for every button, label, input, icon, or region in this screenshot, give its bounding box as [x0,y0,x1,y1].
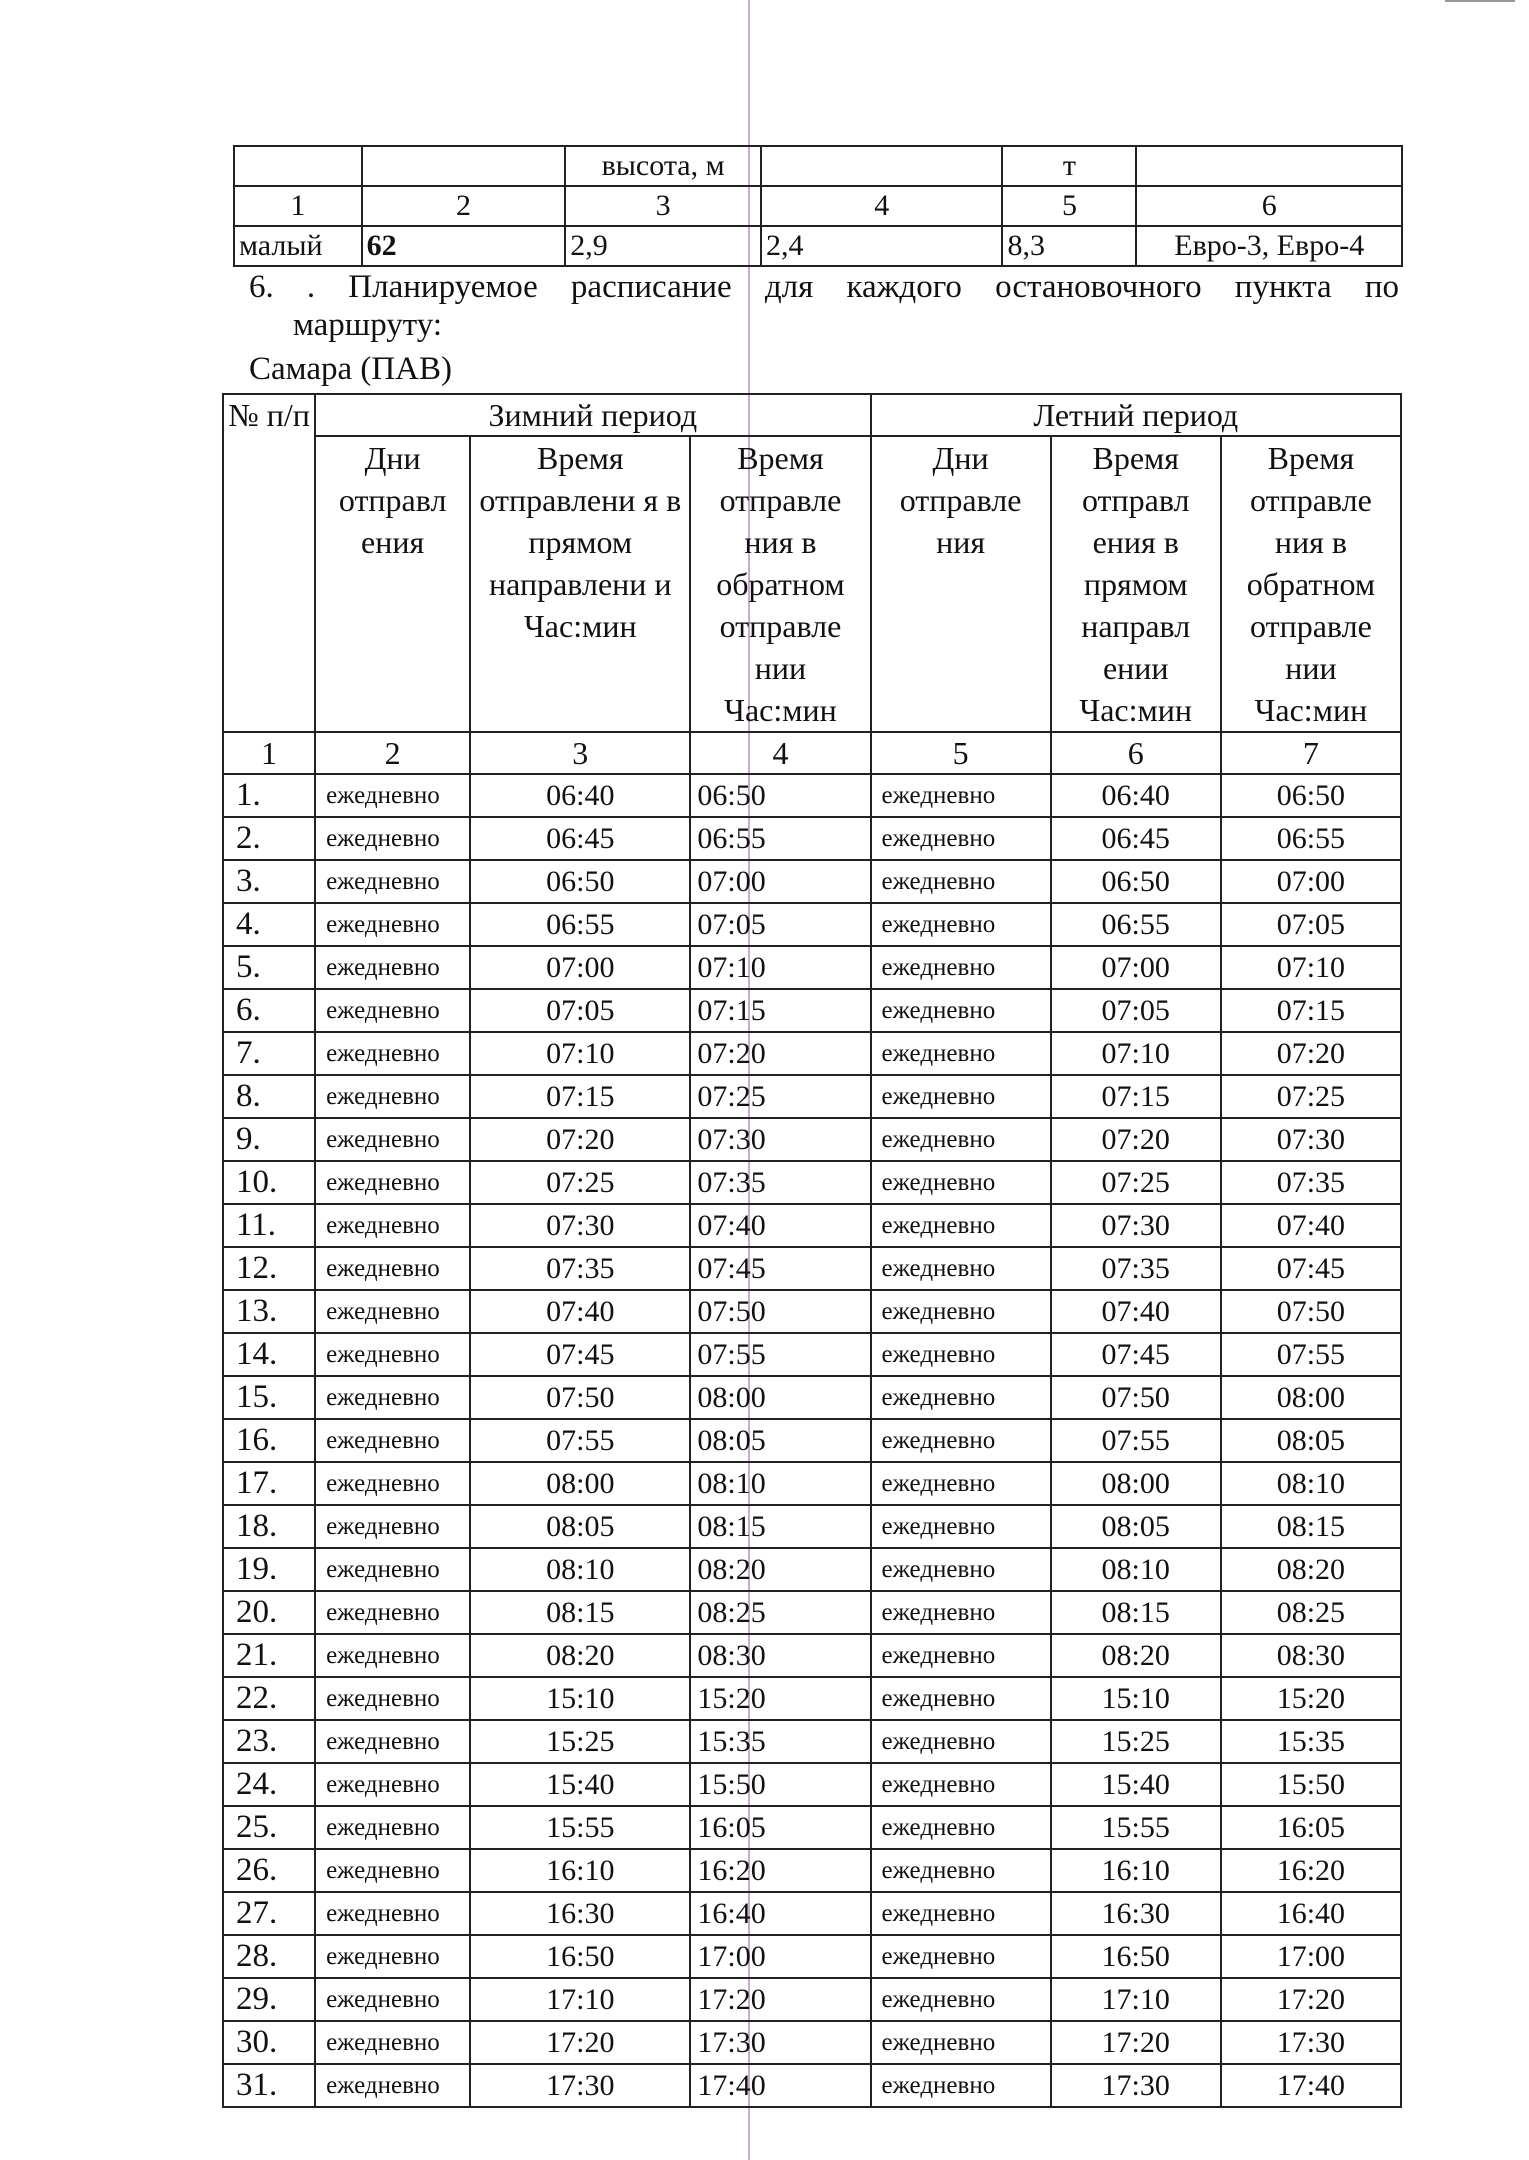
vehicle-cell: 4 [761,186,1003,226]
summer-forward-time: 08:10 [1051,1548,1221,1591]
schedule-row [223,1376,1401,1419]
vehicle-cell [234,146,362,186]
summer-forward-time: 06:45 [1051,817,1221,860]
row-number: 19. [223,1548,315,1591]
winter-forward-time: 06:50 [470,860,690,903]
summer-days: ежедневно [871,1462,1051,1505]
summer-forward-time: 17:10 [1051,1978,1221,2021]
winter-forward-time: 16:10 [470,1849,690,1892]
summer-forward-time: 07:15 [1051,1075,1221,1118]
winter-days: ежедневно [315,1376,470,1419]
summer-forward-time: 16:10 [1051,1849,1221,1892]
schedule-table [222,393,1402,2108]
schedule-row [223,1462,1401,1505]
winter-forward-time: 15:55 [470,1806,690,1849]
summer-forward-time: 15:25 [1051,1720,1221,1763]
winter-days: ежедневно [315,774,470,817]
schedule-row [223,1978,1401,2021]
winter-days: ежедневно [315,1505,470,1548]
winter-back-time: 07:30 [690,1118,870,1161]
winter-days: ежедневно [315,1333,470,1376]
summer-days: ежедневно [871,1720,1051,1763]
winter-days: ежедневно [315,1763,470,1806]
section-heading-continued: маршруту: [293,307,442,343]
winter-days: ежедневно [315,903,470,946]
winter-back-time: 07:00 [690,860,870,903]
row-number: 24. [223,1763,315,1806]
winter-days: ежедневно [315,1462,470,1505]
vehicle-cell: 3 [565,186,761,226]
summer-forward-time: 06:40 [1051,774,1221,817]
winter-forward-time: 07:10 [470,1032,690,1075]
summer-days: ежедневно [871,817,1051,860]
row-number: 15. [223,1376,315,1419]
scan-corner-mark [1445,0,1515,2]
summer-forward-time: 07:55 [1051,1419,1221,1462]
vehicle-cell: 6 [1136,186,1402,226]
schedule-header-row [223,394,1401,436]
winter-days: ежедневно [315,1849,470,1892]
summer-days: ежедневно [871,1419,1051,1462]
summer-days: ежедневно [871,1247,1051,1290]
summer-days: ежедневно [871,946,1051,989]
row-number: 27. [223,1892,315,1935]
winter-forward-time: 07:45 [470,1333,690,1376]
schedule-row [223,1247,1401,1290]
summer-forward-time: 07:25 [1051,1161,1221,1204]
winter-forward-time: 07:40 [470,1290,690,1333]
row-number: 14. [223,1333,315,1376]
vehicle-header-row [234,146,1402,186]
summer-days: ежедневно [871,1763,1051,1806]
schedule-row [223,1720,1401,1763]
schedule-row [223,1677,1401,1720]
column-number: 5 [871,732,1051,774]
summer-forward-time: 07:10 [1051,1032,1221,1075]
summer-back-time: 15:50 [1221,1763,1401,1806]
column-number: 1 [223,732,315,774]
summer-forward-time: 15:55 [1051,1806,1221,1849]
summer-days: ежедневно [871,1032,1051,1075]
winter-days: ежедневно [315,1161,470,1204]
winter-days: ежедневно [315,2064,470,2107]
summer-days: ежедневно [871,1849,1051,1892]
summer-back-time: 07:25 [1221,1075,1401,1118]
winter-forward-time: 06:55 [470,903,690,946]
summer-back-time: 06:50 [1221,774,1401,817]
winter-back-time: 17:20 [690,1978,870,2021]
winter-back-time: 17:40 [690,2064,870,2107]
row-number-header: № п/п [223,394,315,732]
summer-forward-header: Время отправл ения в прямом направл ении Час:мин [1051,436,1221,732]
winter-forward-time: 17:30 [470,2064,690,2107]
winter-forward-time: 07:15 [470,1075,690,1118]
schedule-row [223,1161,1401,1204]
column-number: 7 [1221,732,1401,774]
winter-forward-time: 07:55 [470,1419,690,1462]
summer-period-header: Летний период [871,394,1401,436]
row-number: 20. [223,1591,315,1634]
winter-days: ежедневно [315,1548,470,1591]
row-number: 7. [223,1032,315,1075]
summer-days: ежедневно [871,1548,1051,1591]
row-number: 18. [223,1505,315,1548]
winter-forward-time: 07:25 [470,1161,690,1204]
summer-back-time: 08:25 [1221,1591,1401,1634]
summer-days: ежедневно [871,1634,1051,1677]
row-number: 2. [223,817,315,860]
winter-back-time: 15:35 [690,1720,870,1763]
row-number: 25. [223,1806,315,1849]
winter-days: ежедневно [315,1204,470,1247]
row-number: 1. [223,774,315,817]
summer-days: ежедневно [871,2021,1051,2064]
summer-forward-time: 16:30 [1051,1892,1221,1935]
winter-back-time: 07:50 [690,1290,870,1333]
winter-back-time: 07:05 [690,903,870,946]
winter-days: ежедневно [315,1634,470,1677]
summer-back-time: 17:40 [1221,2064,1401,2107]
summer-days: ежедневно [871,903,1051,946]
winter-back-time: 08:05 [690,1419,870,1462]
summer-days: ежедневно [871,2064,1051,2107]
winter-back-time: 07:20 [690,1032,870,1075]
summer-days: ежедневно [871,1505,1051,1548]
summer-back-time: 07:00 [1221,860,1401,903]
summer-days: ежедневно [871,1075,1051,1118]
winter-forward-time: 16:50 [470,1935,690,1978]
row-number: 10. [223,1161,315,1204]
schedule-row [223,989,1401,1032]
row-number: 22. [223,1677,315,1720]
summer-days: ежедневно [871,1204,1051,1247]
winter-forward-time: 08:20 [470,1634,690,1677]
summer-days: ежедневно [871,1978,1051,2021]
summer-back-time: 08:10 [1221,1462,1401,1505]
summer-forward-time: 15:40 [1051,1763,1221,1806]
winter-back-time: 08:10 [690,1462,870,1505]
vehicle-cell [362,146,566,186]
winter-days-header: Дни отправл ения [315,436,470,732]
vehicle-cell [1136,146,1402,186]
summer-forward-time: 07:50 [1051,1376,1221,1419]
winter-forward-time: 07:05 [470,989,690,1032]
vehicle-eco-class: Евро-3, Евро-4 [1136,226,1402,266]
summer-back-time: 17:00 [1221,1935,1401,1978]
vehicle-class: малый [234,226,362,266]
winter-days: ежедневно [315,1118,470,1161]
summer-forward-time: 17:20 [1051,2021,1221,2064]
schedule-row [223,1075,1401,1118]
winter-back-time: 06:50 [690,774,870,817]
winter-back-time: 07:10 [690,946,870,989]
vehicle-table [233,145,1403,267]
winter-back-time: 07:35 [690,1161,870,1204]
vehicle-cell: 5 [1002,186,1136,226]
row-number: 26. [223,1849,315,1892]
winter-forward-header: Время отправлени я в прямом направлени и Час:мин [470,436,690,732]
winter-forward-time: 17:20 [470,2021,690,2064]
winter-days: ежедневно [315,1591,470,1634]
winter-back-time: 17:00 [690,1935,870,1978]
winter-forward-time: 15:10 [470,1677,690,1720]
winter-days: ежедневно [315,1978,470,2021]
schedule-body [223,774,1401,2107]
winter-days: ежедневно [315,946,470,989]
schedule-row [223,2064,1401,2107]
vehicle-cell: 2 [362,186,566,226]
winter-back-time: 06:55 [690,817,870,860]
winter-days: ежедневно [315,1677,470,1720]
summer-forward-time: 16:50 [1051,1935,1221,1978]
summer-days: ежедневно [871,989,1051,1032]
summer-days: ежедневно [871,774,1051,817]
summer-back-time: 08:30 [1221,1634,1401,1677]
winter-days: ежедневно [315,1720,470,1763]
row-number: 8. [223,1075,315,1118]
summer-back-time: 16:40 [1221,1892,1401,1935]
vehicle-height: 2,9 [565,226,761,266]
schedule-row [223,1634,1401,1677]
summer-days: ежедневно [871,1290,1051,1333]
summer-days: ежедневно [871,1677,1051,1720]
winter-period-header: Зимний период [315,394,870,436]
winter-back-time: 08:25 [690,1591,870,1634]
row-number: 6. [223,989,315,1032]
winter-back-time: 07:25 [690,1075,870,1118]
summer-forward-time: 08:05 [1051,1505,1221,1548]
summer-back-time: 07:45 [1221,1247,1401,1290]
column-number: 2 [315,732,470,774]
column-number: 4 [690,732,870,774]
schedule-row [223,1548,1401,1591]
summer-forward-time: 07:45 [1051,1333,1221,1376]
summer-days: ежедневно [871,1892,1051,1935]
schedule-row [223,1118,1401,1161]
summer-back-time: 07:05 [1221,903,1401,946]
summer-back-time: 07:50 [1221,1290,1401,1333]
schedule-row [223,1333,1401,1376]
winter-back-time: 16:20 [690,1849,870,1892]
vehicle-data-row [234,226,1402,266]
winter-days: ежедневно [315,1247,470,1290]
winter-days: ежедневно [315,989,470,1032]
summer-back-header: Время отправле ния в обратном отправле нии Час:мин [1221,436,1401,732]
schedule-row [223,1505,1401,1548]
vehicle-capacity: 62 [362,226,566,266]
winter-forward-time: 06:40 [470,774,690,817]
summer-forward-time: 07:00 [1051,946,1221,989]
winter-forward-time: 06:45 [470,817,690,860]
summer-days: ежедневно [871,1161,1051,1204]
summer-back-time: 17:20 [1221,1978,1401,2021]
row-number: 31. [223,2064,315,2107]
vehicle-cell: 1 [234,186,362,226]
row-number: 12. [223,1247,315,1290]
schedule-row [223,860,1401,903]
summer-days: ежедневно [871,1118,1051,1161]
summer-days: ежедневно [871,1376,1051,1419]
summer-back-time: 08:20 [1221,1548,1401,1591]
schedule-row [223,903,1401,946]
winter-forward-time: 08:15 [470,1591,690,1634]
winter-forward-time: 08:05 [470,1505,690,1548]
winter-forward-time: 15:25 [470,1720,690,1763]
winter-forward-time: 07:35 [470,1247,690,1290]
summer-back-time: 06:55 [1221,817,1401,860]
schedule-row [223,1935,1401,1978]
summer-forward-time: 07:40 [1051,1290,1221,1333]
vehicle-number-row [234,186,1402,226]
schedule-row [223,2021,1401,2064]
winter-days: ежедневно [315,860,470,903]
summer-forward-time: 15:10 [1051,1677,1221,1720]
summer-back-time: 07:30 [1221,1118,1401,1161]
row-number: 4. [223,903,315,946]
winter-days: ежедневно [315,1075,470,1118]
summer-back-time: 08:15 [1221,1505,1401,1548]
summer-back-time: 15:20 [1221,1677,1401,1720]
winter-days: ежедневно [315,1419,470,1462]
winter-back-header: Время отправле ния в обратном отправле нии Час:мин [690,436,870,732]
summer-days: ежедневно [871,1333,1051,1376]
summer-forward-time: 08:20 [1051,1634,1221,1677]
column-number: 6 [1051,732,1221,774]
row-number: 23. [223,1720,315,1763]
vehicle-cell: высота, м [565,146,761,186]
vehicle-cell [761,146,1003,186]
schedule-row [223,1849,1401,1892]
summer-days: ежедневно [871,1935,1051,1978]
summer-back-time: 07:55 [1221,1333,1401,1376]
section-heading: 6. . Планируемое расписание для каждого остановочного пункта по [249,269,1399,305]
summer-back-time: 16:20 [1221,1849,1401,1892]
summer-days-header: Дни отправле ния [871,436,1051,732]
winter-forward-time: 17:10 [470,1978,690,2021]
winter-back-time: 07:15 [690,989,870,1032]
winter-forward-time: 16:30 [470,1892,690,1935]
winter-back-time: 15:50 [690,1763,870,1806]
winter-back-time: 16:05 [690,1806,870,1849]
summer-back-time: 07:10 [1221,946,1401,989]
row-number: 17. [223,1462,315,1505]
summer-back-time: 15:35 [1221,1720,1401,1763]
winter-forward-time: 08:00 [470,1462,690,1505]
row-number: 28. [223,1935,315,1978]
winter-forward-time: 07:20 [470,1118,690,1161]
summer-back-time: 07:20 [1221,1032,1401,1075]
summer-back-time: 08:00 [1221,1376,1401,1419]
summer-forward-time: 08:15 [1051,1591,1221,1634]
schedule-row [223,1806,1401,1849]
summer-forward-time: 07:35 [1051,1247,1221,1290]
summer-days: ежедневно [871,1806,1051,1849]
column-number-row [223,732,1401,774]
vehicle-cell: т [1002,146,1136,186]
winter-days: ежедневно [315,1892,470,1935]
winter-forward-time: 08:10 [470,1548,690,1591]
schedule-row [223,1419,1401,1462]
schedule-row [223,817,1401,860]
schedule-row [223,1032,1401,1075]
row-number: 5. [223,946,315,989]
winter-forward-time: 07:30 [470,1204,690,1247]
winter-forward-time: 07:50 [470,1376,690,1419]
winter-back-time: 15:20 [690,1677,870,1720]
summer-back-time: 08:05 [1221,1419,1401,1462]
row-number: 30. [223,2021,315,2064]
winter-back-time: 07:45 [690,1247,870,1290]
winter-days: ежедневно [315,817,470,860]
summer-forward-time: 06:50 [1051,860,1221,903]
summer-back-time: 17:30 [1221,2021,1401,2064]
schedule-row [223,1763,1401,1806]
winter-forward-time: 07:00 [470,946,690,989]
schedule-subheader-row [223,436,1401,732]
row-number: 13. [223,1290,315,1333]
schedule-row [223,946,1401,989]
summer-back-time: 07:15 [1221,989,1401,1032]
row-number: 16. [223,1419,315,1462]
winter-forward-time: 15:40 [470,1763,690,1806]
winter-days: ежедневно [315,1806,470,1849]
schedule-row [223,1591,1401,1634]
schedule-row [223,1204,1401,1247]
summer-back-time: 07:35 [1221,1161,1401,1204]
winter-back-time: 08:15 [690,1505,870,1548]
winter-back-time: 08:00 [690,1376,870,1419]
summer-forward-time: 07:05 [1051,989,1221,1032]
schedule-row [223,1290,1401,1333]
winter-back-time: 07:40 [690,1204,870,1247]
winter-days: ежедневно [315,1935,470,1978]
summer-back-time: 07:40 [1221,1204,1401,1247]
summer-forward-time: 08:00 [1051,1462,1221,1505]
summer-days: ежедневно [871,1591,1051,1634]
summer-forward-time: 17:30 [1051,2064,1221,2107]
vehicle-mass: 8,3 [1002,226,1136,266]
column-number: 3 [470,732,690,774]
winter-back-time: 16:40 [690,1892,870,1935]
summer-days: ежедневно [871,860,1051,903]
stop-name: Самара (ПАВ) [249,351,453,387]
winter-days: ежедневно [315,1290,470,1333]
row-number: 11. [223,1204,315,1247]
schedule-row [223,774,1401,817]
winter-days: ежедневно [315,1032,470,1075]
summer-forward-time: 06:55 [1051,903,1221,946]
vehicle-width: 2,4 [761,226,1003,266]
summer-forward-time: 07:20 [1051,1118,1221,1161]
winter-back-time: 08:20 [690,1548,870,1591]
winter-back-time: 08:30 [690,1634,870,1677]
row-number: 9. [223,1118,315,1161]
schedule-row [223,1892,1401,1935]
row-number: 21. [223,1634,315,1677]
winter-days: ежедневно [315,2021,470,2064]
summer-back-time: 16:05 [1221,1806,1401,1849]
winter-back-time: 07:55 [690,1333,870,1376]
row-number: 3. [223,860,315,903]
row-number: 29. [223,1978,315,2021]
summer-forward-time: 07:30 [1051,1204,1221,1247]
winter-back-time: 17:30 [690,2021,870,2064]
